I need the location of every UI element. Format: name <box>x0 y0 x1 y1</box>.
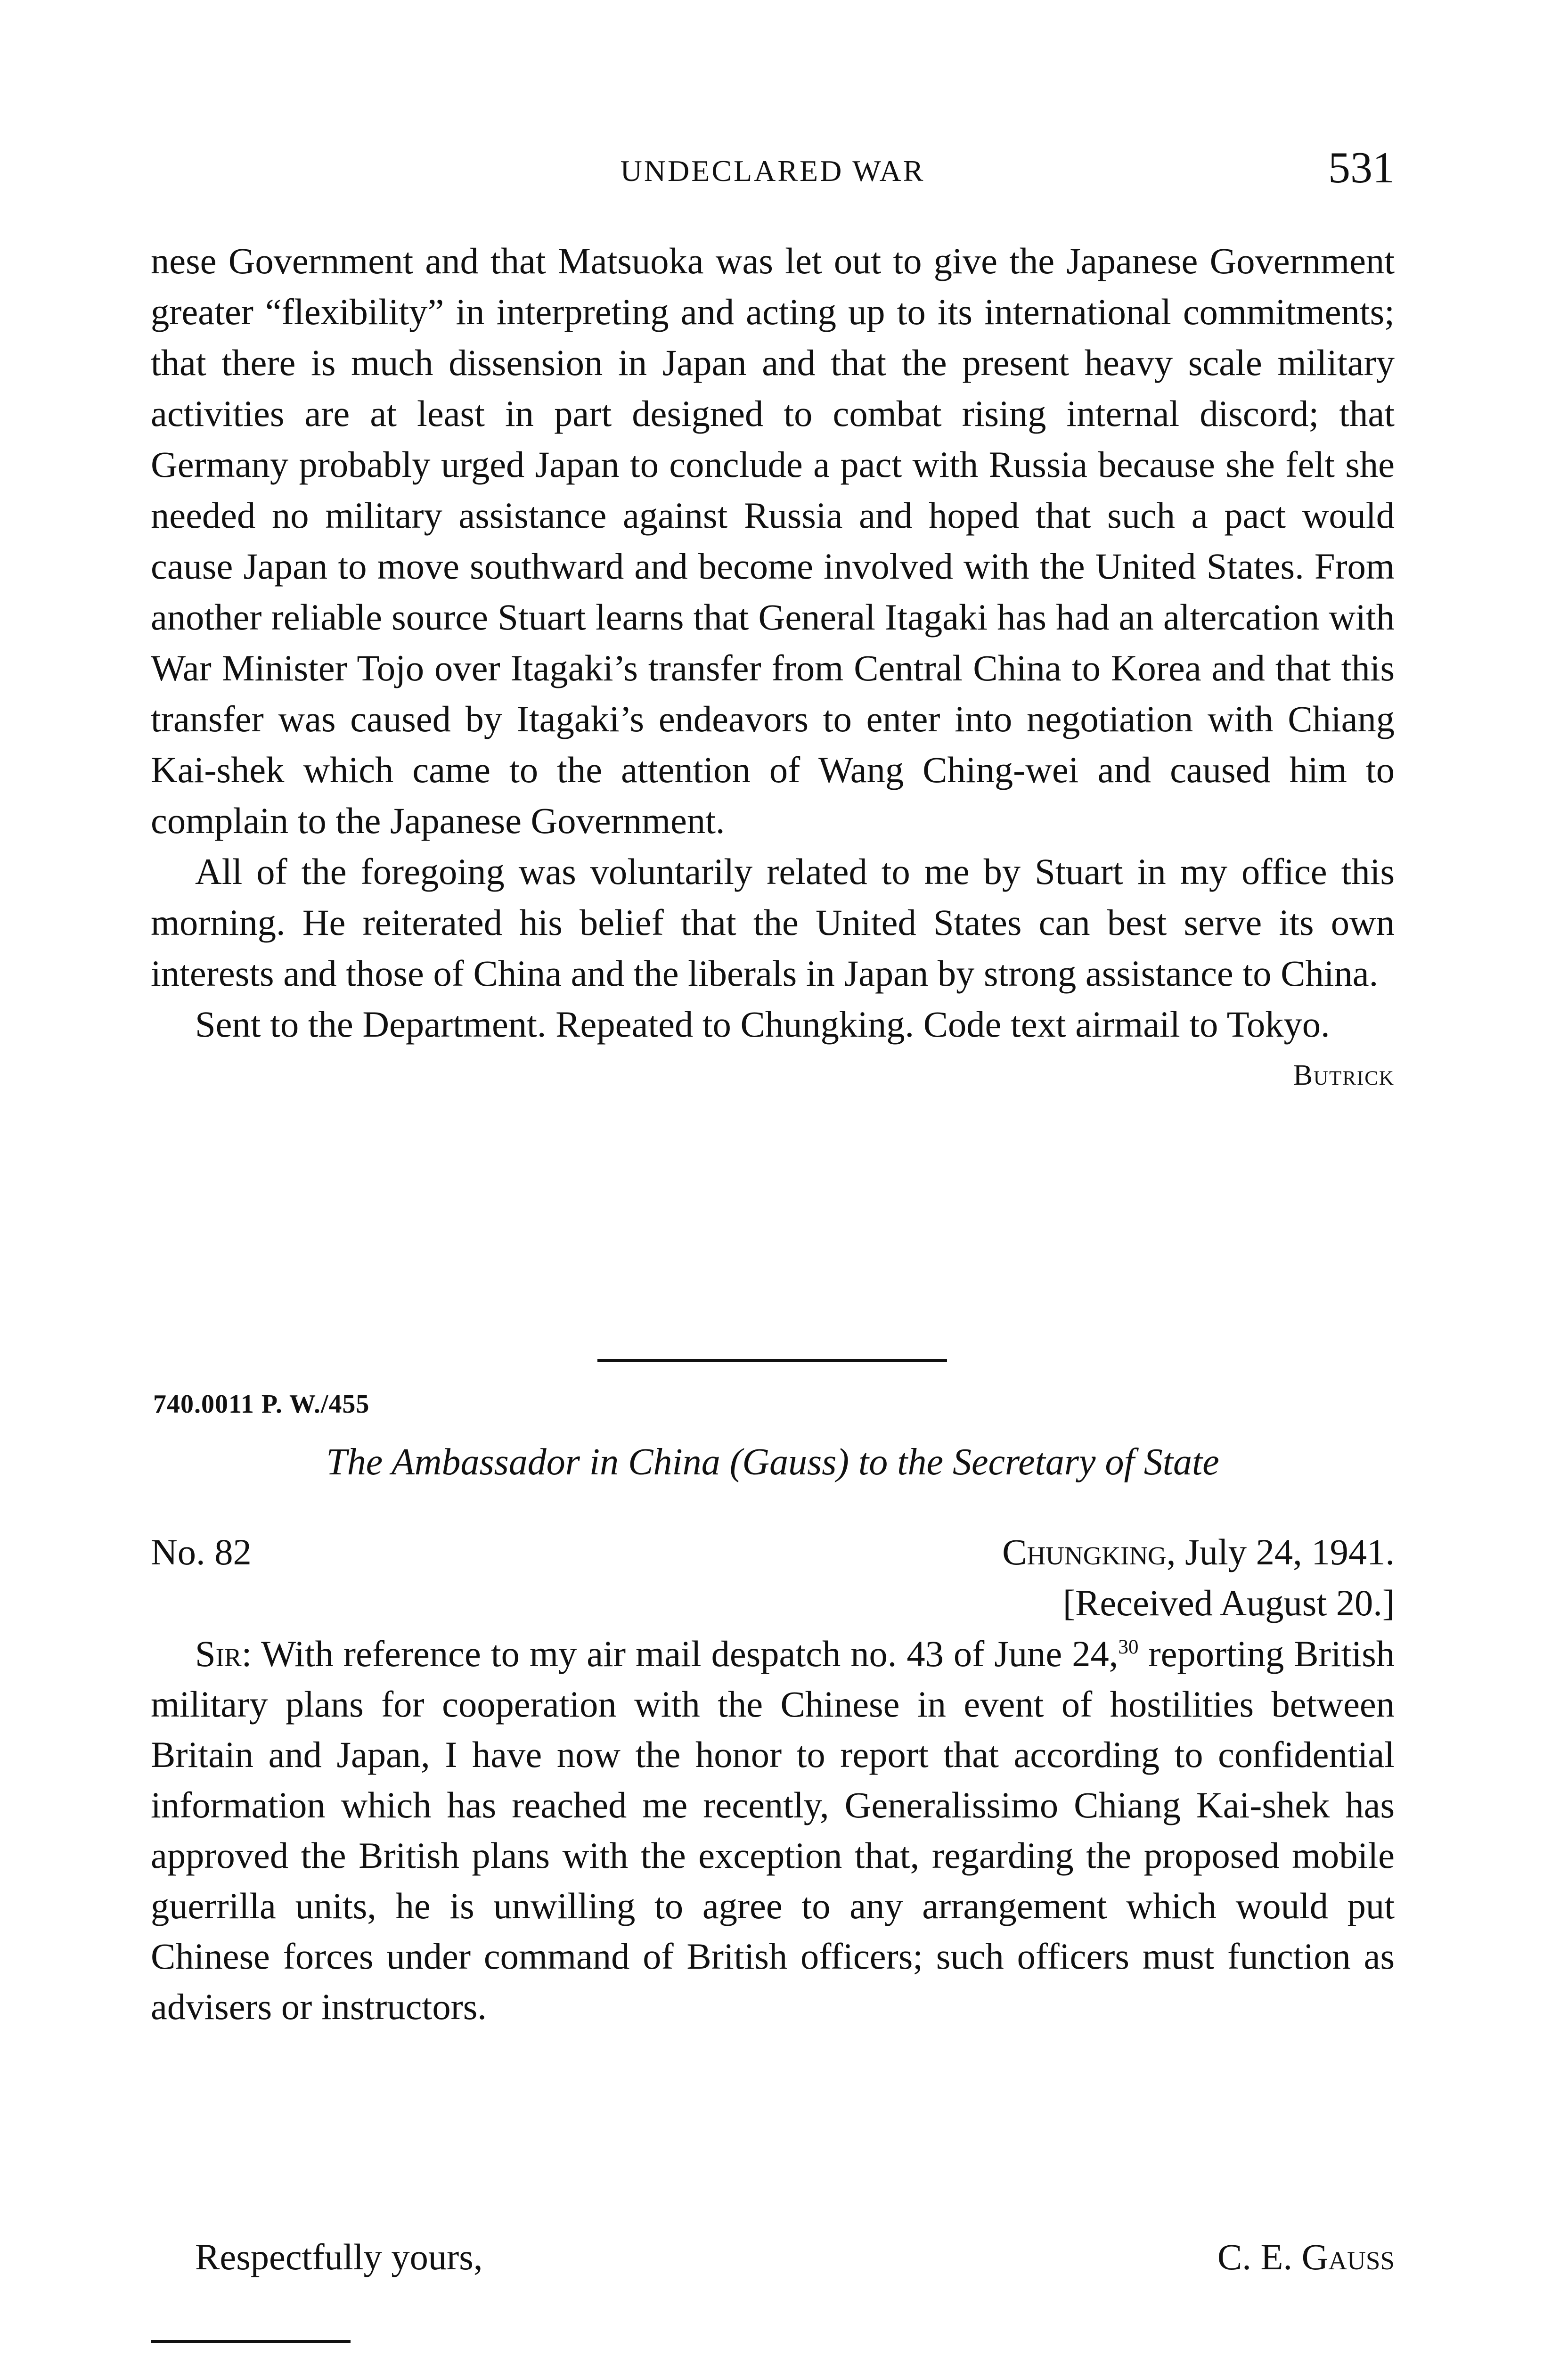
paragraph-sent: Sent to the Department. Repeated to Chungking. Code text airmail to Tokyo. <box>195 1004 1330 1045</box>
letter-body <box>151 1628 1395 2032</box>
letter-paragraph <box>151 1628 1395 2032</box>
signature-gauss: C. E. Gauss <box>1217 2236 1395 2277</box>
letter-closing <box>151 2232 1395 2283</box>
document-place-date <box>1002 1527 1395 1578</box>
file-reference: 740.0011 P. W./455 <box>153 1390 370 1419</box>
received-date: [Received August 20.] <box>1062 1582 1395 1623</box>
letter-text-part-1: : With reference to my air mail despatch no. 43 of June 24, <box>241 1633 1119 1674</box>
paragraph-continued: nese Government and that Matsuoka was let out to give the Japanese Government greater “flexibility” in interpreting and acting up to its international commitments; that there is much dissension in Japan and that the present heavy scale military activities are at least in part designed to combat rising internal discord; that Germany probably urged Japan to conclude a pact with Russia because she felt she needed no military assistance against Russia and hoped that such a pact would cause Japan to move southward and become involved with the United States. From another reliable source Stuart learns that General Itagaki has had an altercation with War Minister Tojo over Itagaki’s transfer from Central China to Korea and that this transfer was caused by Itagaki’s endeavors to enter into negotiation with Chiang Kai-shek which came to the attention of Wang Ching-wei and caused him to complain to the Japanese Government. <box>151 240 1395 841</box>
running-title: UNDECLARED WAR <box>620 154 925 188</box>
running-head <box>151 143 1395 202</box>
letter-text-part-2: reporting British military plans for cooperation with the Chinese in event of hostilities between Britain and Japan, I have now the honor to report that according to confidential information which has reached me recently, Generalissimo Chiang Kai-shek has approved the British plans with the exception that, regarding the proposed mobile guerrilla units, he is unwilling to agree to any arrangement which would put Chinese forces under command of British officers; such officers must function as advisers or instructors. <box>151 1633 1395 2027</box>
continued-text <box>151 236 1395 1101</box>
footnote-reference: 30 <box>1118 1636 1139 1658</box>
document-heading: The Ambassador in China (Gauss) to the Secretary of State <box>326 1441 1219 1483</box>
paragraph-foregoing: All of the foregoing was voluntarily related to me by Stuart in my office this morning. He reiterated his belief that the United States can best serve its own interests and those of China and the liberals in Japan by strong assistance to China. <box>151 851 1395 994</box>
document-number: No. 82 <box>151 1531 252 1572</box>
closing-phrase: Respectfully yours, <box>195 2236 483 2277</box>
salutation: Sir <box>195 1633 242 1674</box>
page-number: 531 <box>1328 143 1395 192</box>
section-divider <box>597 1359 947 1362</box>
document-place: Chungking <box>1002 1531 1167 1572</box>
signature-butrick: Butrick <box>1293 1059 1395 1091</box>
document-date: , July 24, 1941. <box>1166 1531 1395 1572</box>
footnote-rule <box>151 2340 351 2343</box>
